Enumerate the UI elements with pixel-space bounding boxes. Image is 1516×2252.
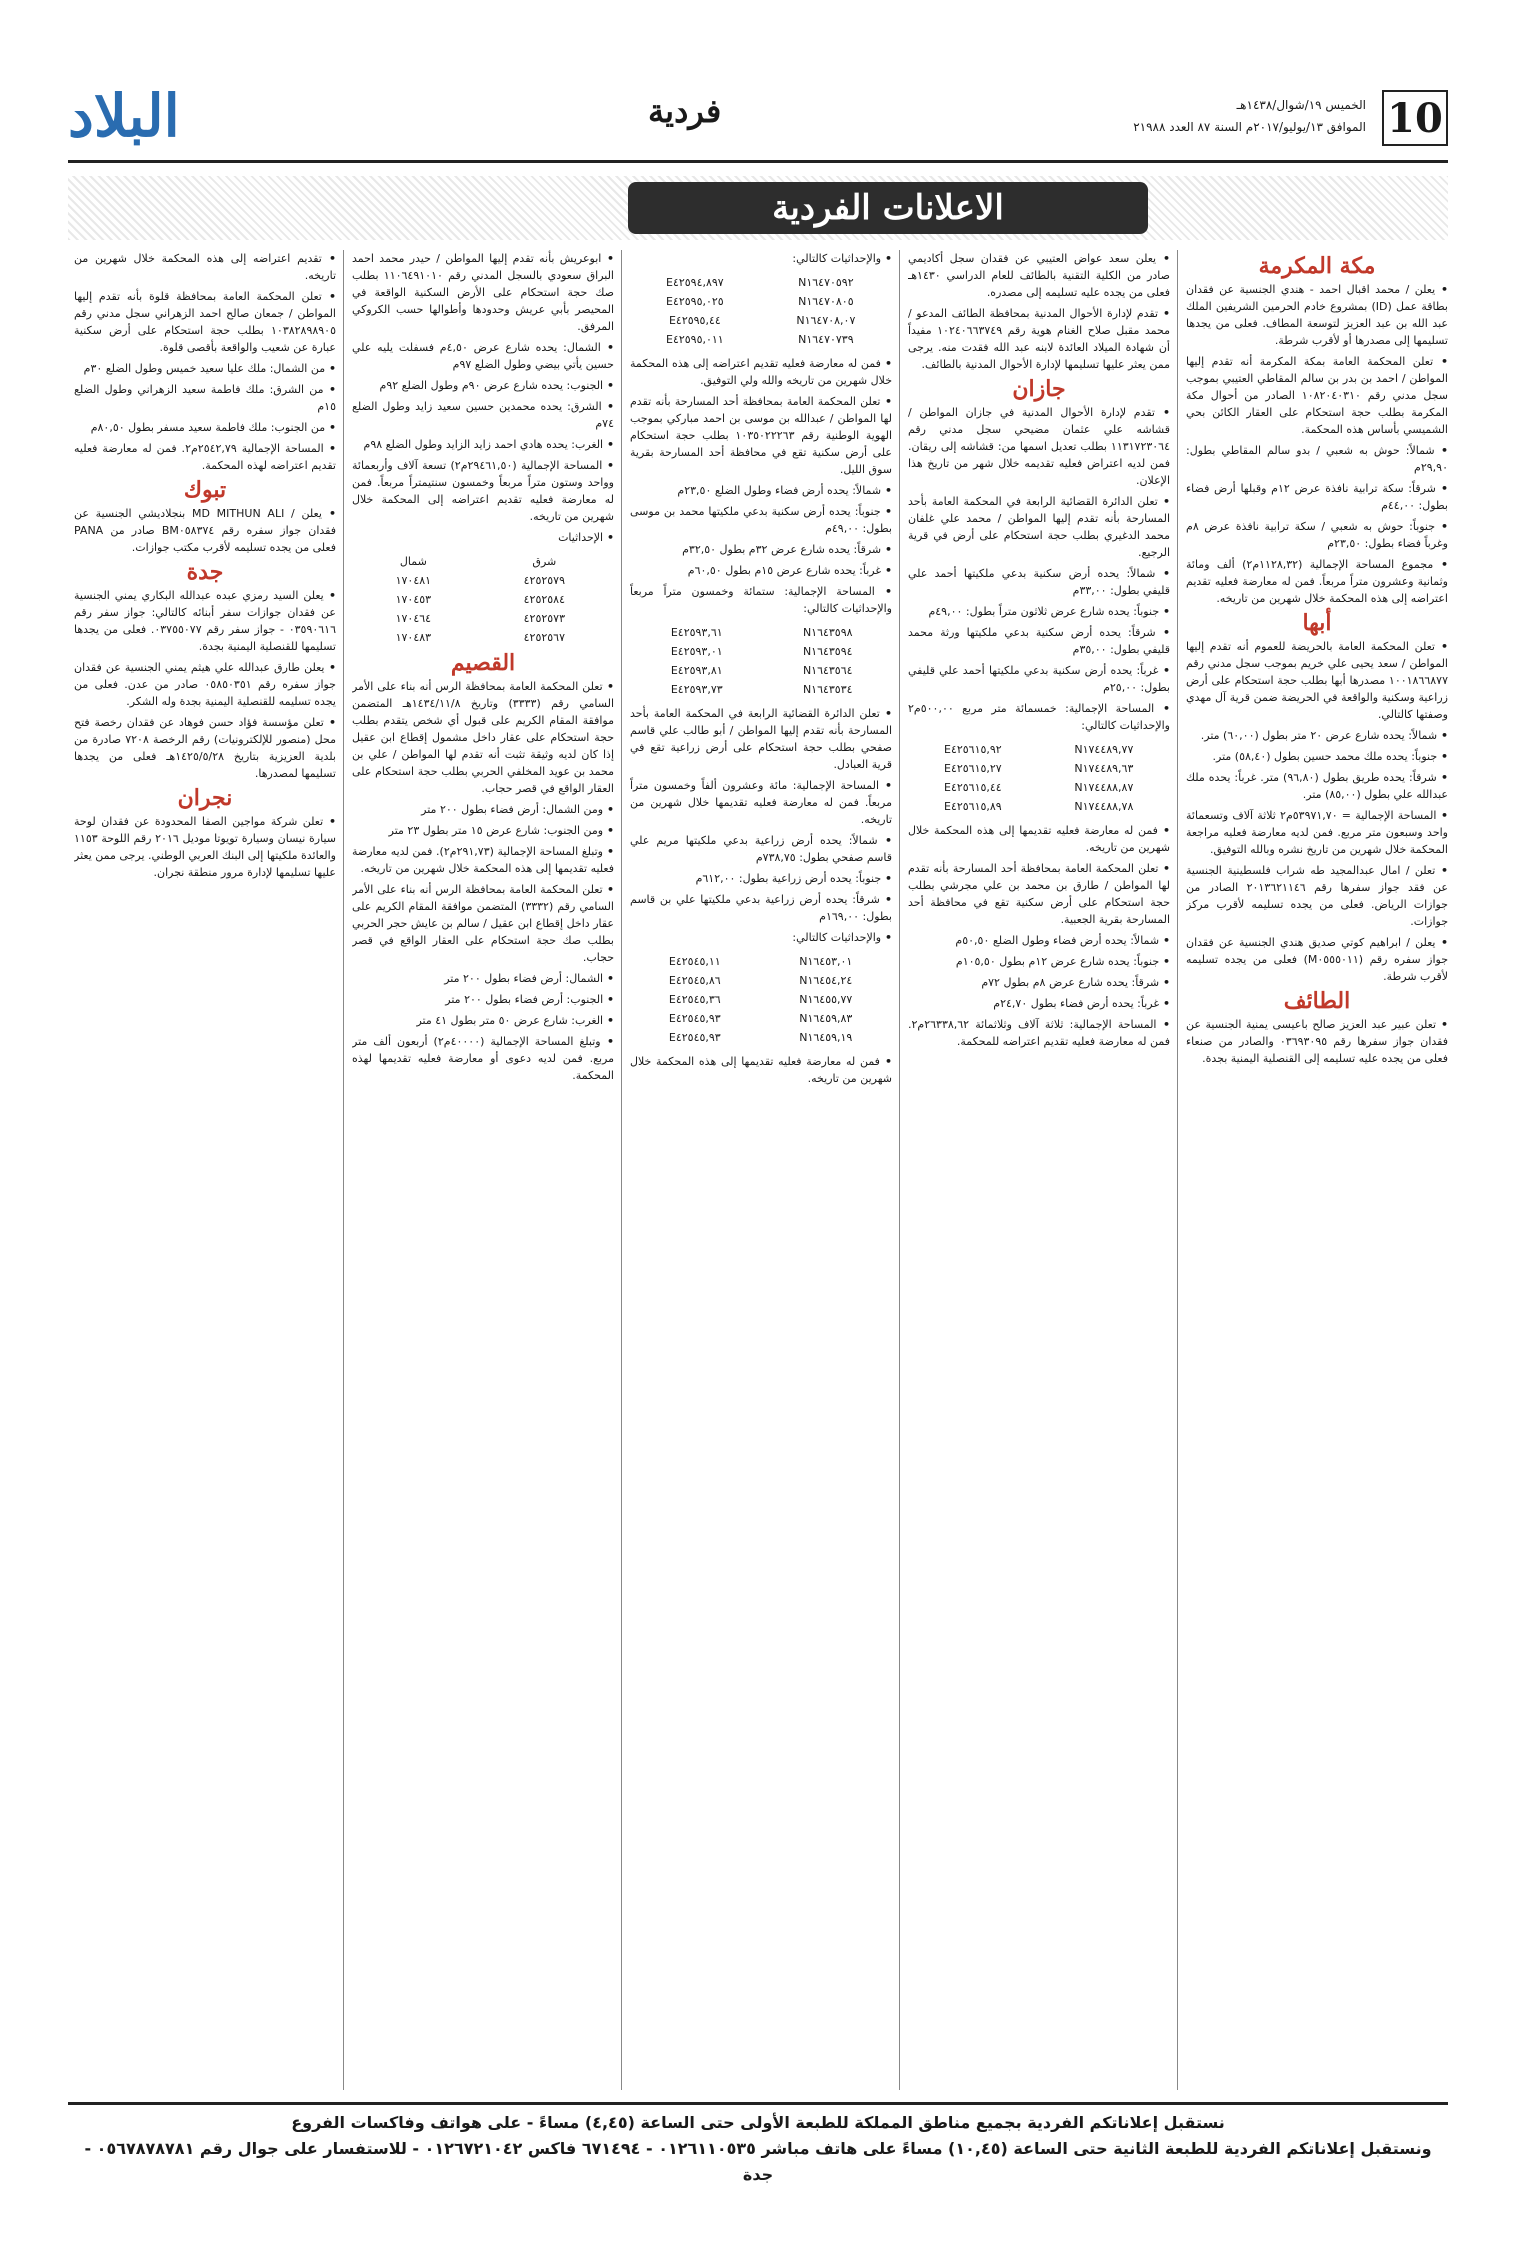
ad-paragraph: • تعلن المحكمة العامة بالحريضة للعموم أنه تقدم إليها المواطن / سعد يحيى علي خريم بموجب سجل مدني رقم ١٠٠١٨٦٦٨٧٧ مصدرها أبها بطلب حجة استحكام على أرض زراعية وسكنية والواقعة في الحريضة ضمن قرية آل مهدي وصفتها كالتالي. — [1186, 638, 1448, 723]
footer-line-1: نستقبل إعلاناتكم الفردية بجميع مناطق المملكة للطبعة الأولى حتى الساعة (٤,٤٥) مساءً - على هواتف وفاكسات الفروع — [291, 2113, 1225, 2132]
ad-paragraph: • تعلن المحكمة العامة بمحافظة أحد المسارحة بأنه تقدم لها المواطن / عبدالله بن موسى بن احمد مباركي بموجب الهوية الوطنية رقم ١٠٣٥٠٢٢٢٦٣ بطلب حجة استحكام على أرض سكنية تقع في محافظة أحد المسارحة بقرية سوق الليل. — [630, 393, 892, 478]
table-row — [352, 552, 614, 571]
table-row — [630, 311, 892, 330]
table-cell: N١٧٤٤٨٨,٨٧ — [1074, 781, 1134, 794]
ad-paragraph: • جنوباً: يحده شارع عرض ثلاثون متراً بطول: ٤٩,٠٠م — [908, 603, 1170, 620]
table-cell: N١٧٤٤٨٩,٧٧ — [1074, 743, 1134, 756]
ad-paragraph: • غرباً: يحده أرض سكنية بدعي ملكيتها أحمد علي قليفي بطول: ٢٥,٠٠م — [908, 662, 1170, 696]
table-cell: E٤٢٥٤٥,٨٦ — [668, 974, 721, 987]
ad-paragraph: • تعلن المحكمة العامة بمحافظة الرس أنه بناء على الأمر السامي رقم (٣٣٣٣) وتاريخ ١٤٣٤/١١/٨هـ المتضمن موافقة المقام الكريم على قبول أي شخص يتقدم بطلب حجة استحكام على عقار داخل مشمول إقطاع ابن عقيل إذا كان لديه وثيقة تثبت أنه تقدم لها المواطن / علي بن محمد بن عويد المخلفي الحربي بطلب حجة استحكام على العقار الواقع في قصر حجاب. — [352, 678, 614, 797]
ad-paragraph: • من الشرق: ملك فاطمة سعيد الزهراني وطول الضلع ١٥م — [74, 381, 336, 415]
ad-paragraph: • المساحة الإجمالية: مائة وعشرون ألفاً وخمسون متراً مربعاً. فمن له معارضة فعليه تقديمها خلال شهرين من تاريخه. — [630, 777, 892, 828]
ad-paragraph: • يعلن السيد رمزي عبده عبدالله البكاري يمني الجنسية عن فقدان جوازات سفر أبنائه كالتالي: جواز سفر رقم ٠٣٥٩٠٦١٦ - جواز سفر رقم ٠٣٧٥٥٠٧٧. فعلى من يجدها تسليمها للقنصلية اليمنية بجدة. — [74, 587, 336, 655]
column-divider — [343, 250, 344, 2090]
table-cell: N١٦٤٧٠٧٣٩ — [798, 333, 854, 346]
table-cell: ١٧٠٤٨١ — [395, 574, 432, 587]
header-rule — [68, 160, 1448, 163]
ad-paragraph: • تعلن / امال عبدالمجيد طه شراب فلسطينية الجنسية عن فقد جواز سفرها رقم ٢٠١٣٦٢١١٤٦ الصادر من جوازات الرياض. فعلى من يجده تسليمه لأقرب مركز جوازات. — [1186, 862, 1448, 930]
table-cell: N١٦٤٣٥٣٤ — [802, 683, 853, 696]
table-cell: N١٦٤٧٠٥٩٢ — [798, 276, 854, 289]
ad-paragraph: • يعلن سعد عواض العتيبي عن فقدان سجل أكاديمي صادر من الكلية التقنية بالطائف للعام الدراسي ١٤٣٠هـ فعلى من يجده عليه تسليمه إلى مصدره. — [908, 250, 1170, 301]
ad-paragraph: • الشمال: أرض فضاء بطول ٢٠٠ متر — [352, 970, 614, 987]
table-cell: E٤٢٥٦١٥,٤٤ — [944, 781, 1002, 794]
ad-paragraph: • فمن له معارضة فعليه تقديمها إلى هذه المحكمة خلال شهرين من تاريخه. — [630, 1053, 892, 1087]
ads-columns — [68, 250, 1448, 2090]
ad-paragraph: • الشرق: يحده محمدين حسين سعيد زايد وطول الضلع ٧٤م — [352, 398, 614, 432]
ad-paragraph: • والإحداثيات كالتالي: — [630, 929, 892, 946]
column-2 — [908, 250, 1170, 2090]
ad-paragraph: • مجموع المساحة الإجمالية (١١٢٨,٣٢م٢) ألف ومائة وثمانية وعشرون متراً مربعاً. فمن له معارضة فعليه تقديم اعتراضه إلى هذه المحكمة خلال شهرين من تاريخه. — [1186, 556, 1448, 607]
table-cell: E٤٢٥٦١٥,٩٢ — [944, 743, 1002, 756]
ad-paragraph: • شرقاً: يحده شارع عرض ٨م بطول ٧٢م — [908, 974, 1170, 991]
table-cell: E٤٢٥٤٥,١١ — [668, 955, 721, 968]
table-cell: ١٧٠٤٥٣ — [395, 593, 432, 606]
table-cell: E٤٢٥٩٣,٧٣ — [670, 683, 723, 696]
region-heading: مكة المكرمة — [1258, 253, 1376, 279]
table-cell: E٤٢٥٩٥,٠١١ — [666, 333, 724, 346]
ad-paragraph: • شرقاً: يحده طريق بطول (٩٦,٨٠) متر. غرباً: يحده ملك عبدالله علي بطول (٨٥,٠٠) متر. — [1186, 769, 1448, 803]
table-cell: N١٧٤٤٨٨,٧٨ — [1074, 800, 1134, 813]
table-row — [630, 330, 892, 349]
table-row — [352, 609, 614, 628]
region-heading: الطائف — [1283, 988, 1351, 1014]
ad-paragraph: • والإحداثيات كالتالي: — [630, 250, 892, 267]
ad-paragraph: • شرقاً: يحده شارع عرض ٣٢م بطول ٣٢,٥٠م — [630, 541, 892, 558]
table-row — [630, 952, 892, 971]
table-cell: E٤٢٥٤٥,٣٦ — [668, 993, 721, 1006]
ad-paragraph: • شمالاً: يحده أرض سكنية بدعي ملكيتها أحمد علي قليفي بطول: ٣٣,٠٠م — [908, 565, 1170, 599]
ad-paragraph: • فمن له معارضة فعليه تقديم اعتراضه إلى هذه المحكمة خلال شهرين من تاريخه والله ولي التوفيق. — [630, 355, 892, 389]
table-row — [630, 642, 892, 661]
ad-paragraph: • ومن الشمال: أرض فضاء بطول ٢٠٠ متر — [352, 801, 614, 818]
issue-info — [1006, 94, 1366, 138]
table-row — [630, 680, 892, 699]
ad-paragraph: • تعلن مؤسسة فؤاد حسن فوهاد عن فقدان رخصة فتح محل (منصور للإلكترونيات) رقم الرخصة ٧٢٠٨ صادرة من بلدية العزيزية بتاريخ ١٤٢٥/٥/٢٨هـ فعلى من يجدها تسليمها لمصدرها. — [74, 714, 336, 782]
footer — [68, 2110, 1448, 2188]
ad-paragraph: • تقدم لإدارة الأحوال المدنية بمحافظة الطائف المدعو / محمد مقبل صلاح الغنام هوية رقم ١٠٢٤٠٦٦٣٧٤٩ مفيداً أن شهادة الميلاد العائدة لابنه عبد الله فقدت منه. يرجى ممن يعثر عليها تسليمها لإدارة الأحوال المدنية بالطائف. — [908, 305, 1170, 373]
table-cell: E٤٢٥٩٥,٤٤ — [668, 314, 721, 327]
coordinates-table — [352, 552, 614, 647]
ad-paragraph: • تعلن المحكمة العامة بمحافظة أحد المسارحة بأنه تقدم لها المواطن / طارق بن محمد بن علي مجرشي بطلب حجة استحكام على أرض سكنية تقع في محافظة أحد المسارحة بقرية الجعبية. — [908, 860, 1170, 928]
table-cell: N١٦٤٧٠٨٠٥ — [798, 295, 854, 308]
ad-paragraph: • الإحداثيات — [352, 529, 614, 546]
column-divider — [899, 250, 900, 2090]
table-cell: E٤٢٥٩٥,٠٢٥ — [666, 295, 724, 308]
table-cell: ٤٢٥٢٥٧٩ — [523, 574, 565, 587]
table-cell: N١٦٤٥٩,١٩ — [799, 1031, 853, 1044]
date-line-2: الموافق ١٣/يوليو/٢٠١٧م السنة ٨٧ العدد ٢١٩٨٨ — [1133, 120, 1366, 134]
table-cell: E٤٢٥٩٣,٦١ — [670, 626, 723, 639]
table-cell: N١٧٤٤٨٩,٦٣ — [1074, 762, 1134, 775]
ad-paragraph: • من الشمال: ملك عليا سعيد خميس وطول الضلع ٣٠م — [74, 360, 336, 377]
region-heading: جازان — [1012, 376, 1066, 402]
coordinates-table — [908, 740, 1170, 816]
column-4 — [352, 250, 614, 2090]
ad-paragraph: • تعلن المحكمة العامة بمحافظة الرس أنه بناء على الأمر السامي رقم (٣٣٣٢) المتضمن موافقة المقام الكريم على عقار داخل إقطاع ابن عقيل / سالم بن عايش حجر الحربي بطلب صك حجة استحكام على العقار الواقع في قصر حجاب. — [352, 881, 614, 966]
table-row — [908, 778, 1170, 797]
table-cell: E٤٢٥٦١٥,٨٩ — [944, 800, 1002, 813]
table-cell: N١٦٤٥٤,٢٤ — [799, 974, 853, 987]
ad-paragraph: • شرقاً: يحده أرض سكنية بدعي ملكيتها ورثة محمد قليفي بطول: ٣٥,٠٠م — [908, 624, 1170, 658]
ad-paragraph: • شرقاً: سكة ترابية نافذة عرض ١٢م وقبلها أرض فضاء بطول: ٤٤,٠٠م — [1186, 480, 1448, 514]
table-row — [630, 1009, 892, 1028]
table-cell: E٤٢٥٩٣,٨١ — [670, 664, 723, 677]
ad-paragraph: • تعلن المحكمة العامة بمكة المكرمة أنه تقدم إليها المواطن / احمد بن بدر بن سالم المقاطي العتيبي بموجب سجل مدني رقم ١٠٨٢٠٤٠٣١٠ الصادر من أحوال مكة المكرمة بطلب حجة استحكام على العقار الكائن بحي الشميسي بأساس هذه المحكمة. — [1186, 353, 1448, 438]
table-cell: ٤٢٥٢٥٧٣ — [523, 612, 565, 625]
table-cell: E٤٢٥٩٣,٠١ — [670, 645, 723, 658]
table-cell: N١٦٤٥٥,٧٧ — [799, 993, 853, 1006]
ad-paragraph: • تقدم لإدارة الأحوال المدنية في جازان المواطن / قشاشه علي عثمان مضيحي سجل مدني رقم ١١٣١٧٢٣٠٦٤ بطلب تعديل اسمها من: قشاشه إلى ريقان. فمن لديه اعتراض فعليه تقديمه خلال شهر من تاريخ هذا الإعلان. — [908, 404, 1170, 489]
ad-paragraph: • تعلن الدائرة القضائية الرابعة في المحكمة العامة بأحد المسارحة بأنه تقدم إليها المواطن / محمد علي غلفان محمد الدغيري بطلب حجة استحكام على أرض في قرية الرجيع. — [908, 493, 1170, 561]
ad-paragraph: • جنوباً: حوش به شعبي / سكة ترابية نافذة عرض ٨م وغرباً فضاء بطول: ٢٣,٥٠م — [1186, 518, 1448, 552]
table-cell: N١٦٤٥٣,٠١ — [799, 955, 853, 968]
column-5 — [74, 250, 336, 2090]
banner-strip — [68, 176, 1448, 240]
table-cell: N١٦٤٣٥٩٤ — [802, 645, 853, 658]
table-row — [908, 740, 1170, 759]
page-number: 10 — [1382, 90, 1448, 146]
coordinates-table — [630, 952, 892, 1047]
ad-paragraph: • شمالاً: يحده أرض زراعية بدعي ملكيتها مريم علي قاسم صفحي بطول: ٧٣٨,٧٥م — [630, 832, 892, 866]
table-row — [630, 623, 892, 642]
column-divider — [621, 250, 622, 2090]
ad-paragraph: • الغرب: شارع عرض ٥٠ متر بطول ٤١ متر — [352, 1012, 614, 1029]
table-cell: ٤٢٥٢٥٨٤ — [523, 593, 565, 606]
ad-paragraph: • المساحة الإجمالية: خمسمائة متر مربع ٥٠٠,٠٠م٢ والإحداثيات كالتالي: — [908, 700, 1170, 734]
ad-paragraph: • جنوباً: يحده أرض سكنية بدعي ملكيتها محمد بن موسى بطول: ٤٩,٠٠م — [630, 503, 892, 537]
ad-paragraph: • يعلن طارق عبدالله علي هيثم يمني الجنسية عن فقدان جواز سفره رقم ٠٥٨٥٠٣٥١ صادر من عدن. فعلى من يجده تسليمه للقنصلية اليمنية بجدة وله الشكر. — [74, 659, 336, 710]
table-row — [352, 590, 614, 609]
table-cell: شمال — [399, 555, 427, 568]
table-row — [630, 273, 892, 292]
ad-paragraph: • المساحة الإجمالية = ٥٣٩٧١,٧٠م٢ ثلاثة آلاف وتسعمائة واحد وسبعون متر مربع. فمن لديه معارضة فعليه مراجعة المحكمة خلال شهرين من تاريخ نشره وبالله التوفيق. — [1186, 807, 1448, 858]
table-row — [908, 759, 1170, 778]
table-cell: ١٧٠٤٨٣ — [395, 631, 432, 644]
footer-line-2: ونستقبل إعلاناتكم الفردية للطبعة الثانية حتى الساعة (١٠,٤٥) مساءً على هاتف مباشر ٠١٢٦١١٠٥٣٥ - ٦٧١٤٩٤ فاكس ٠١٢٦٧٢١٠٤٢ - للاستفسار على جوال رقم ٠٥٦٧٨٧٨٧٨١ - جدة — [84, 2139, 1432, 2184]
footer-rule — [68, 2102, 1448, 2105]
date-line: الخميس ١٩/شوال/١٤٣٨هـ — [1236, 98, 1366, 112]
region-heading: نجران — [177, 785, 233, 811]
table-row — [908, 797, 1170, 816]
table-cell: شرق — [532, 555, 557, 568]
column-divider — [1177, 250, 1178, 2090]
ad-paragraph: • يعلن / محمد اقبال احمد - هندي الجنسية عن فقدان بطاقة عمل (ID) بمشروع خادم الحرمين الشريفين الملك عبد الله بن عبد العزيز لتوسعة المطاف. فعلى من يجدها تسليمها إلى مصدرها أو لأقرب شرطة. — [1186, 281, 1448, 349]
region-heading: جدة — [186, 559, 224, 585]
coordinates-table — [630, 273, 892, 349]
table-row — [630, 990, 892, 1009]
ad-paragraph: • الجنوب: أرض فضاء بطول ٢٠٠ متر — [352, 991, 614, 1008]
column-1 — [1186, 250, 1448, 2090]
region-heading: القصيم — [450, 650, 516, 676]
ad-paragraph: • وتبلغ المساحة الإجمالية (٤٠٠٠٠م٢) أربعون ألف متر مربع. فمن لديه دعوى أو معارضة فعليه تقديمها لهذه المحكمة. — [352, 1033, 614, 1084]
ad-paragraph: • الشمال: يحده شارع عرض ٤,٥٠م فسفلت يليه علي حسين يأتي بيضي وطول الضلع ٩٧م — [352, 339, 614, 373]
table-row — [630, 661, 892, 680]
ad-paragraph: • المساحة الإجمالية: ستمائة وخمسون متراً مربعاً والإحداثيات كالتالي: — [630, 583, 892, 617]
ad-paragraph: • من الجنوب: ملك فاطمة سعيد مسفر بطول ٨٠,٥٠م — [74, 419, 336, 436]
table-cell: ١٧٠٤٦٤ — [395, 612, 432, 625]
ad-paragraph: • تعلن الدائرة القضائية الرابعة في المحكمة العامة بأحد المسارحة بأنه تقدم إليها المواطن / أبو طالب علي قاسم صفحي بطلب حجة استحكام على أرض زراعية تقع في قرية العبادل. — [630, 705, 892, 773]
ad-paragraph: • فمن له معارضة فعليه تقديمها إلى هذه المحكمة خلال شهرين من تاريخه. — [908, 822, 1170, 856]
ad-paragraph: • المساحة الإجمالية (٢٩٤٦١,٥٠م٢) تسعة آلاف وأربعمائة وواحد وستون متراً مربعاً وخمسون سنتيمتراً مربعاً. فمن له معارضة فعليه تقديم اعتراضه إلى المحكمة خلال شهرين من تاريخه. — [352, 457, 614, 525]
ad-paragraph: • تعلن عبير عبد العزيز صالح باعيسى يمنية الجنسية عن فقدان جواز سفرها رقم ٠٣٦٩٣٠٩٥ والصادر من صنعاء فعلى من يجده عليه تسليمه إلى القنصلية اليمنية بجدة. — [1186, 1016, 1448, 1067]
table-row — [630, 292, 892, 311]
ad-paragraph: • جنوباً: يحده شارع عرض ١٢م بطول ١٠٥,٥٠م — [908, 953, 1170, 970]
region-heading: تبوك — [183, 477, 227, 503]
table-cell: E٤٢٥٦١٥,٢٧ — [944, 762, 1002, 775]
ad-paragraph: • الجنوب: يحده شارع عرض ٩٠م وطول الضلع ٩٢م — [352, 377, 614, 394]
coordinates-table — [630, 623, 892, 699]
ad-paragraph: • ومن الجنوب: شارع عرض ١٥ متر بطول ٢٣ متر — [352, 822, 614, 839]
ad-paragraph: • ابوعريش بأنه تقدم إليها المواطن / حيدر محمد احمد البراق سعودي بالسجل المدني رقم ١١٠٦٤٩١٠١٠ بطلب صك حجة استحكام على الأرض السكنية الواقعة في المحيصر بأبي عريش وحدودها وأطوالها حسب الكروكي المرفق. — [352, 250, 614, 335]
table-cell: E٤٢٥٤٥,٩٣ — [668, 1031, 721, 1044]
table-row — [352, 571, 614, 590]
table-row — [630, 1028, 892, 1047]
ad-paragraph: • تعلن المحكمة العامة بمحافظة قلوة بأنه تقدم إليها المواطن / جمعان صالح احمد الزهراني سجل مدني رقم ١٠٣٨٢٨٩٨٩٠٥ بطلب حجة استحكام على أرض سكنية عبارة عن شعيب والواقعة بأقصى قلوة. — [74, 288, 336, 356]
region-heading: أبها — [1302, 610, 1332, 636]
ad-paragraph: • غرباً: يحده شارع عرض ١٥م بطول ٦٠,٥٠م — [630, 562, 892, 579]
ad-paragraph: • الغرب: يحده هادي احمد زايد الزايد وطول الضلع ٩٨م — [352, 436, 614, 453]
ad-paragraph: • المساحة الإجمالية: ثلاثة آلاف وثلاثمائة ٢٦٣٣٨,٦٢م٢. فمن له معارضة فعليه تقديم اعتراضه للمحكمة. — [908, 1016, 1170, 1050]
table-cell: E٤٢٥٤٥,٩٣ — [668, 1012, 721, 1025]
table-cell: N١٦٤٣٥٩٨ — [802, 626, 853, 639]
table-cell: ٤٢٥٢٥٦٧ — [523, 631, 565, 644]
ad-paragraph: • تقديم اعتراضه إلى هذه المحكمة خلال شهرين من تاريخه. — [74, 250, 336, 284]
ad-paragraph: • وتبلغ المساحة الإجمالية (٢٩١,٧٣م٢). فمن لديه معارضة فعليه تقديمها إلى هذه المحكمة خلال شهرين من تاريخه. — [352, 843, 614, 877]
page-header — [68, 82, 1448, 158]
ad-paragraph: • يعلن / MD MITHUN ALI بنجلاديشي الجنسية عن فقدان جواز سفره رقم BM٠٥٨٣٧٤ صادر من PANA فعلى من يجده تسليمه لأقرب مكتب جوازات. — [74, 505, 336, 556]
ad-paragraph: • تعلن شركة مواجين الصفا المحدودة عن فقدان لوحة سيارة نيسان وسيارة تويوتا موديل ٢٠١٦ رقم اللوحة ١١٥٣ والعائدة ملكيتها إلى البنك العربي الوطني. يرجى ممن يعثر عليها تسليمها لإدارة مرور منطقة نجران. — [74, 813, 336, 881]
ad-paragraph: • شمالاً: يحده شارع عرض ٢٠ متر بطول (٦٠,٠٠) متر. — [1186, 727, 1448, 744]
column-3 — [630, 250, 892, 2090]
newspaper-logo: البلاد — [68, 82, 180, 150]
section-label: فردية — [648, 92, 722, 130]
ad-paragraph: • المساحة الإجمالية ٢٥٤٢,٧٩م٢. فمن له معارضة فعليه تقديم اعتراضه لهذه المحكمة. — [74, 440, 336, 474]
ad-paragraph: • شمالاً: حوش به شعبي / بدو سالم المقاطي بطول: ٢٩,٩٠م — [1186, 442, 1448, 476]
ad-paragraph: • شمالاً: يحده أرض فضاء وطول الضلع ٥٠,٥٠م — [908, 932, 1170, 949]
banner-title: الاعلانات الفردية — [628, 182, 1148, 234]
ad-paragraph: • شمالاً: يحده أرض فضاء وطول الضلع ٢٣,٥٠م — [630, 482, 892, 499]
ad-paragraph: • جنوباً: يحده أرض زراعية بطول: ٦١٢,٠٠م — [630, 870, 892, 887]
ad-paragraph: • جنوباً: يحده ملك محمد حسين بطول (٥٨,٤٠) متر. — [1186, 748, 1448, 765]
table-row — [630, 971, 892, 990]
table-cell: E٤٢٥٩٤,٨٩٧ — [666, 276, 724, 289]
table-cell: N١٦٤٥٩,٨٣ — [799, 1012, 853, 1025]
ad-paragraph: • شرقاً: يحده أرض زراعية بدعي ملكيتها علي بن قاسم بطول: ١٦٩,٠٠م — [630, 891, 892, 925]
table-cell: N١٦٤٧٠٨,٠٧ — [796, 314, 856, 327]
ad-paragraph: • يعلن / ابراهيم كوتي صديق هندي الجنسية عن فقدان جواز سفره رقم (M٠٥٥٥٠١١) فعلى من يجده تسليمه لأقرب شرطة. — [1186, 934, 1448, 985]
ad-paragraph: • غرباً: يحده أرض فضاء بطول ٢٤,٧٠م — [908, 995, 1170, 1012]
table-row — [352, 628, 614, 647]
table-cell: N١٦٤٣٥٦٤ — [802, 664, 853, 677]
